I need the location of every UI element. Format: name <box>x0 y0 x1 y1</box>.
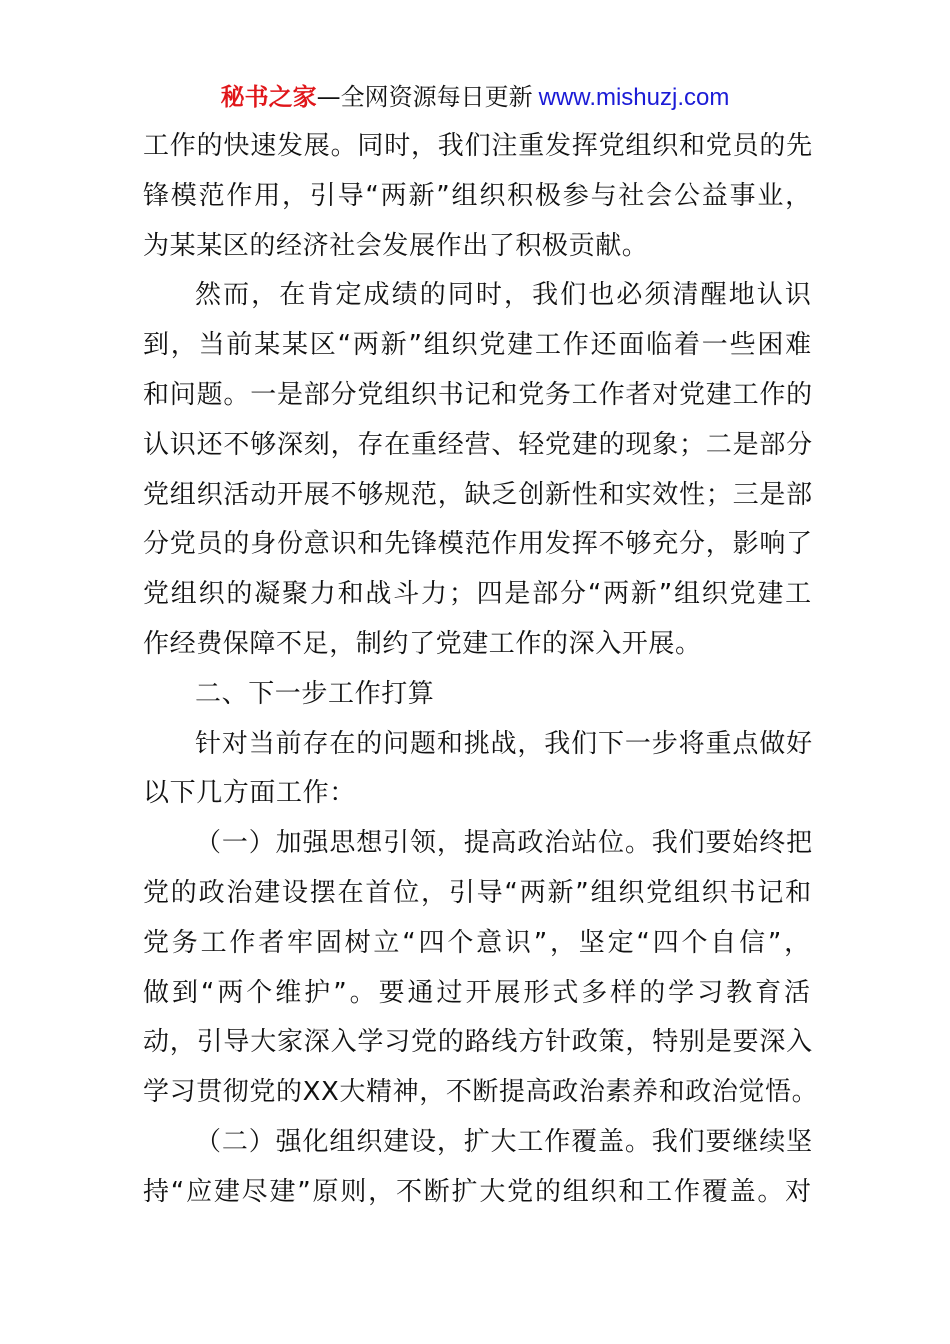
text-line: 锋模范作用，引导“两新”组织积极参与社会公益事业， <box>143 180 813 211</box>
brand-name: 秘书之家 <box>220 83 317 111</box>
text-line: 分党员的身份意识和先锋模范作用发挥不够充分，影响了 <box>143 529 813 560</box>
text-line: 二、下一步工作打算 <box>195 678 435 709</box>
site-header <box>0 80 950 115</box>
text-line: 认识还不够深刻，存在重经营、轻党建的现象；二是部分 <box>143 429 813 460</box>
text-line: 为某某区的经济社会发展作出了积极贡献。 <box>143 230 649 261</box>
text-line: 做到“两个维护”。要通过开展形式多样的学习教育活 <box>143 977 813 1008</box>
text-line: 针对当前存在的问题和挑战，我们下一步将重点做好 <box>195 728 813 759</box>
site-url-link[interactable]: www.mishuzj.com <box>538 84 730 111</box>
text-line: 持“应建尽建”原则，不断扩大党的组织和工作覆盖。对 <box>143 1176 813 1207</box>
text-line: 动，引导大家深入学习党的路线方针政策，特别是要深入 <box>143 1027 813 1058</box>
text-line: 党的政治建设摆在首位，引导“两新”组织党组织书记和 <box>143 877 813 908</box>
text-line: 以下几方面工作： <box>143 778 356 809</box>
text-line: 和问题。一是部分党组织书记和党务工作者对党建工作的 <box>143 379 813 410</box>
text-line: 到，当前某某区“两新”组织党建工作还面临着一些困难 <box>143 330 813 361</box>
text-line: 党组织活动开展不够规范，缺乏创新性和实效性；三是部 <box>143 479 813 510</box>
header-tagline: —全网资源每日更新 <box>316 83 533 111</box>
text-line: 学习贯彻党的XX大精神，不断提高政治素养和政治觉悟。 <box>143 1077 819 1108</box>
text-line: 然而，在肯定成绩的同时，我们也必须清醒地认识 <box>195 280 813 311</box>
document-body <box>143 122 819 1218</box>
text-line: 党组织的凝聚力和战斗力；四是部分“两新”组织党建工 <box>143 579 813 610</box>
text-line: （二）强化组织建设，扩大工作覆盖。我们要继续坚 <box>195 1126 813 1157</box>
text-line: （一）加强思想引领，提高政治站位。我们要始终把 <box>195 828 813 859</box>
text-line: 党务工作者牢固树立“四个意识”，坚定“四个自信”， <box>143 927 813 958</box>
text-line: 工作的快速发展。同时，我们注重发挥党组织和党员的先 <box>143 131 813 161</box>
text-line: 作经费保障不足，制约了党建工作的深入开展。 <box>143 628 702 659</box>
